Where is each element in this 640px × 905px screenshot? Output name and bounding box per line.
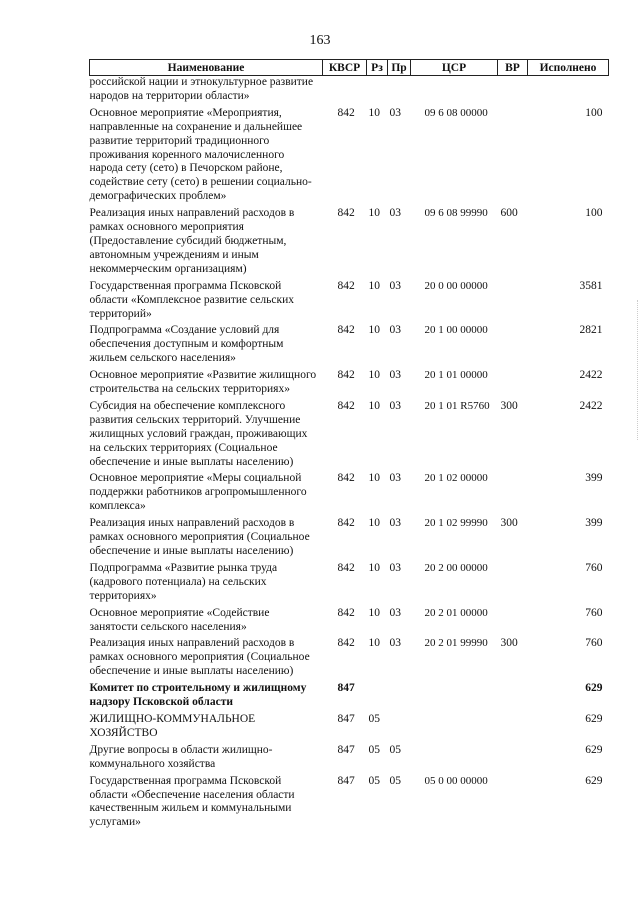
cell-vr: [498, 775, 528, 834]
table-row: [90, 607, 609, 638]
cell-name: Основное мероприятие «Меры социальной поддержки работников агропромышленного комплекса»: [89, 472, 307, 513]
cell-kvsr: 847: [337, 774, 355, 787]
cell-pr: [388, 76, 411, 107]
cell-pr: 03: [389, 106, 401, 119]
cell-name: Подпрограмма «Создание условий для обеспечения доступным и комфортным жильем сельского населения»: [89, 324, 284, 365]
cell-csr: 20 1 01 00000: [424, 369, 488, 382]
cell-pr: 03: [389, 369, 401, 382]
cell-pr: 03: [389, 517, 401, 530]
cell-pr: [388, 713, 411, 744]
cell-vr: [498, 472, 528, 517]
cell-done: 629: [585, 712, 603, 725]
cell-rz: 05: [368, 743, 380, 756]
table-row: [90, 775, 609, 834]
cell-kvsr: 842: [337, 106, 355, 119]
header-kvsr: КВСР: [323, 60, 367, 76]
cell-vr: [498, 607, 528, 638]
cell-pr: 03: [389, 324, 401, 337]
cell-kvsr: 842: [337, 324, 355, 337]
table-row: [90, 744, 609, 775]
cell-rz: 10: [368, 472, 380, 485]
cell-csr: 20 1 00 00000: [424, 324, 488, 337]
cell-vr: [498, 562, 528, 607]
header-pr: Пр: [388, 60, 411, 76]
cell-pr: 03: [389, 561, 401, 574]
cell-rz: 10: [368, 279, 380, 292]
cell-name: Государственная программа Псковской области «Обеспечение населения области качественным жильем и коммунальными услугами»: [89, 774, 295, 829]
table-row: [90, 76, 609, 107]
cell-done: 629: [585, 774, 603, 787]
header-vr: ВР: [498, 60, 528, 76]
cell-rz: 10: [368, 561, 380, 574]
cell-done: 3581: [579, 279, 603, 292]
cell-csr: 09 6 08 00000: [424, 106, 488, 119]
table-row: [90, 280, 609, 325]
cell-kvsr: 842: [337, 561, 355, 574]
cell-csr: 09 6 08 99990: [424, 207, 488, 220]
cell-vr: [498, 324, 528, 369]
table-row: [90, 517, 609, 562]
header-rz: Рз: [367, 60, 388, 76]
cell-done: 2821: [579, 324, 603, 337]
cell-name: российской нации и этнокультурное развитие народов на территории области»: [89, 76, 314, 102]
cell-rz: 05: [368, 712, 380, 725]
cell-done: 100: [585, 207, 603, 220]
cell-csr: [411, 713, 498, 744]
cell-csr: 20 2 01 00000: [424, 606, 488, 619]
cell-rz: 10: [368, 207, 380, 220]
table-row: [90, 562, 609, 607]
cell-pr: 03: [389, 637, 401, 650]
cell-name: ЖИЛИЩНО-КОММУНАЛЬНОЕ ХОЗЯЙСТВО: [89, 712, 256, 739]
cell-kvsr: 842: [337, 517, 355, 530]
cell-pr: 05: [389, 743, 401, 756]
table-row: [90, 324, 609, 369]
table-row: [90, 369, 609, 400]
cell-name: Основное мероприятие «Развитие жилищного строительства на сельских территориях»: [89, 369, 317, 396]
table-row: [90, 682, 609, 713]
cell-vr: 600: [500, 207, 518, 220]
cell-csr: 20 1 02 99990: [424, 517, 488, 530]
cell-rz: 10: [368, 399, 380, 412]
cell-name: Реализация иных направлений расходов в рамках основного мероприятия (Социальное обеспечение и иные выплаты населению): [89, 637, 310, 678]
cell-rz: 05: [368, 774, 380, 787]
cell-kvsr: 842: [337, 606, 355, 619]
table-body: [90, 76, 609, 834]
cell-vr: 300: [500, 637, 518, 650]
cell-csr: 20 1 02 00000: [424, 472, 488, 485]
cell-csr: 20 2 01 99990: [424, 637, 488, 650]
table-row: [90, 107, 609, 207]
cell-vr: [498, 76, 528, 107]
header-name: Наименование: [90, 60, 323, 76]
cell-csr: 05 0 00 00000: [424, 774, 488, 787]
cell-kvsr: 847: [337, 682, 355, 695]
cell-vr: [498, 280, 528, 325]
cell-done: [528, 76, 609, 107]
cell-name: Реализация иных направлений расходов в рамках основного мероприятия (Социальное обеспечение и иные выплаты населению): [89, 517, 310, 557]
header-done: Исполнено: [528, 60, 609, 76]
cell-done: 760: [585, 606, 603, 619]
cell-csr: [411, 744, 498, 775]
cell-done: 2422: [579, 369, 603, 382]
cell-vr: [498, 107, 528, 207]
cell-kvsr: 847: [337, 712, 355, 725]
cell-name: Основное мероприятие «Мероприятия, направленные на сохранение и дальнейшее развитие территорий традиционного проживания коренного малочисленного народа сету (сето) в Печорском районе, содействие сету (сето) в решении социально-демографических проблем»: [89, 106, 312, 203]
cell-vr: [498, 369, 528, 400]
cell-csr: 20 0 00 00000: [424, 279, 488, 292]
cell-done: 629: [585, 743, 603, 756]
cell-name: Государственная программа Псковской области «Комплексное развитие сельских территорий»: [89, 279, 294, 320]
cell-done: 760: [585, 561, 603, 574]
cell-csr: 20 2 00 00000: [424, 561, 488, 574]
cell-name: Субсидия на обеспечение комплексного развития сельских территорий. Улучшение жилищных условий граждан, проживающих на сельских территориях (Социальное обеспечение и иные выплаты населению): [89, 399, 308, 468]
cell-kvsr: 842: [337, 472, 355, 485]
cell-kvsr: 842: [337, 369, 355, 382]
cell-vr: 300: [500, 517, 518, 530]
cell-vr: [498, 713, 528, 744]
cell-rz: 10: [368, 637, 380, 650]
cell-pr: 03: [389, 207, 401, 220]
cell-csr: 20 1 01 R5760: [424, 399, 490, 412]
cell-pr: 05: [389, 774, 401, 787]
scan-edge-mark: [635, 300, 638, 440]
cell-pr: 03: [389, 606, 401, 619]
table-header-row: [90, 60, 609, 76]
table-row: [90, 637, 609, 682]
cell-rz: 10: [368, 606, 380, 619]
header-csr: ЦСР: [411, 60, 498, 76]
cell-pr: 03: [389, 472, 401, 485]
cell-csr: [411, 76, 498, 107]
cell-done: 629: [585, 682, 603, 695]
cell-kvsr: 842: [337, 637, 355, 650]
cell-rz: 10: [368, 324, 380, 337]
cell-done: 100: [585, 106, 603, 119]
cell-rz: 10: [368, 517, 380, 530]
budget-table: [89, 59, 609, 833]
cell-done: 399: [585, 472, 603, 485]
cell-name: Основное мероприятие «Содействие занятости сельского населения»: [89, 606, 270, 633]
cell-rz: 10: [368, 369, 380, 382]
cell-rz: [367, 76, 388, 107]
cell-vr: [498, 682, 528, 713]
cell-done: 399: [585, 517, 603, 530]
cell-pr: [388, 682, 411, 713]
table-row: [90, 400, 609, 473]
cell-vr: [498, 744, 528, 775]
cell-done: 760: [585, 637, 603, 650]
table-row: [90, 207, 609, 280]
cell-kvsr: 842: [337, 399, 355, 412]
cell-name: Подпрограмма «Развитие рынка труда (кадрового потенциала) на сельских территориях»: [89, 561, 278, 602]
cell-done: 2422: [579, 399, 603, 412]
cell-name: Комитет по строительному и жилищному надзору Псковской области: [89, 682, 307, 709]
table-row: [90, 472, 609, 517]
cell-pr: 03: [389, 279, 401, 292]
cell-name: Реализация иных направлений расходов в рамках основного мероприятия (Предоставление субсидий бюджетным, автономным учреждениям и иным некоммерческим организациям): [89, 207, 295, 275]
cell-kvsr: 847: [337, 743, 355, 756]
cell-rz: 10: [368, 106, 380, 119]
cell-name: Другие вопросы в области жилищно-коммунального хозяйства: [89, 743, 273, 770]
cell-pr: 03: [389, 399, 401, 412]
cell-kvsr: [323, 76, 367, 107]
page-number: 163: [309, 33, 331, 48]
table-row: [90, 713, 609, 744]
cell-kvsr: 842: [337, 279, 355, 292]
cell-kvsr: 842: [337, 207, 355, 220]
cell-csr: [411, 682, 498, 713]
cell-vr: 300: [500, 399, 518, 412]
cell-rz: [367, 682, 388, 713]
